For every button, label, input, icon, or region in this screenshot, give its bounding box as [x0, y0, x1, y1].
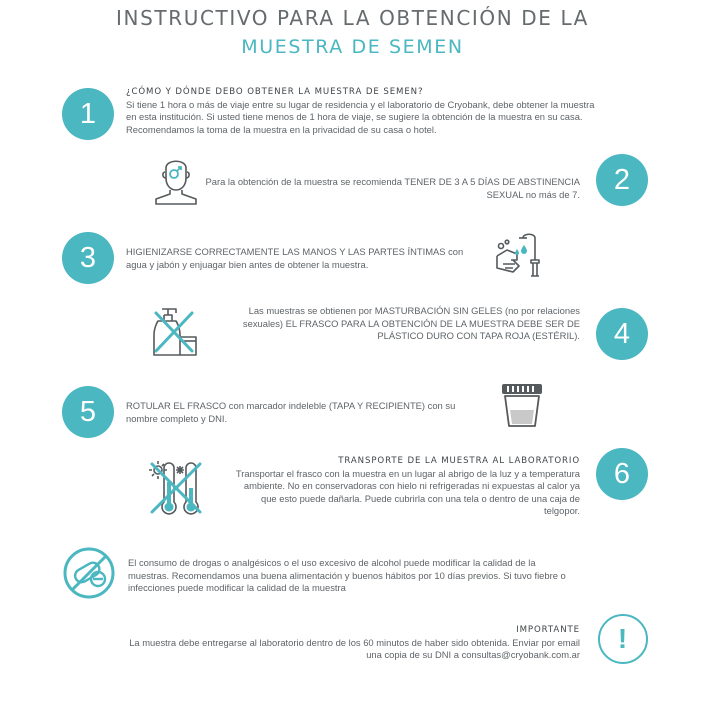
page-title-line1: INSTRUCTIVO PARA LA OBTENCIÓN DE LA: [116, 6, 589, 30]
important-text: [126, 624, 580, 662]
step-2-text: Para la obtención de la muestra se recomienda TENER DE 3 A 5 DÍAS DE ABSTINENCIA SEXUAL no más de 7.: [205, 176, 580, 200]
drugs-note-text: El consumo de drogas o analgésicos o el uso excesivo de alcohol puede modificar la calidad de la muestras. Recomendamos una buena alimentación y buenos hábitos por 10 días previos. Si tuvo fiebre o infecciones puede modificar la calidad de la muestra: [128, 557, 566, 594]
step-6-text: [226, 455, 580, 518]
step-6-body: Transportar el frasco con la muestra en un lugar al abrigo de la luz y a temperatura ambiente. No en conservadoras con hielo ni refrigeradas ni expuestas al calor ya que esto puede dañarla. Puede cubrirla con una tela o dentro de una caja de telgopor.: [235, 467, 580, 517]
exclamation-icon: !: [617, 622, 628, 654]
step-5-text: ROTULAR EL FRASCO con marcador indeleble (TAPA Y RECIPIENTE) con su nombre completo y DNI.: [126, 400, 456, 424]
step-1-badge: 1: [62, 88, 114, 140]
step-1-heading: ¿CÓMO Y DÓNDE DEBO OBTENER LA MUESTRA DE SEMEN?: [126, 87, 424, 97]
no-drugs-icon: [62, 546, 116, 600]
important-badge: [598, 614, 648, 664]
step-3-badge: 3: [62, 232, 114, 284]
step-4-text: Las muestras se obtienen por MASTURBACIÓN SIN GELES (no por relaciones sexuales) EL FRASCO PARA LA OBTENCIÓN DE LA MUESTRA DEBE SER DE PLÁSTICO DURO CON TAPA ROJA (ESTÉRIL).: [242, 305, 580, 342]
sample-cup-icon: [500, 382, 544, 428]
step-6-badge: 6: [596, 448, 648, 500]
no-gel-icon: [150, 305, 200, 357]
step-1-body: Si tiene 1 hora o más de viaje entre su lugar de residencia y el laboratorio de Cryobank, debe obtener la muestra en esta institución. Si usted tiene menos de 1 hora de viaje, se sugiere la obtención de la muestra en su casa. Recomendamos la toma de la muestra en la privacidad de su casa o hotel.: [126, 98, 595, 135]
no-temperature-icon: [146, 458, 206, 518]
step-4-badge: 4: [596, 308, 648, 360]
important-body: La muestra debe entregarse al laboratorio dentro de los 60 minutos de haber sido obtenida. Enviar por email una copia de su DNI a consultas@cryobank.com.ar: [129, 636, 580, 661]
step-2-badge: 2: [596, 154, 648, 206]
step-3-text: HIGIENIZARSE CORRECTAMENTE LAS MANOS Y LAS PARTES ÍNTIMAS con agua y jabón y enjuagar bien antes de obtener la muestra.: [126, 246, 464, 270]
male-person-icon: [152, 154, 200, 206]
step-5-badge: 5: [62, 386, 114, 438]
important-heading: IMPORTANTE: [516, 625, 580, 635]
page-title-line2: MUESTRA DE SEMEN: [241, 36, 464, 58]
step-1-text: [126, 86, 596, 136]
hand-washing-icon: [493, 230, 543, 278]
step-6-heading: TRANSPORTE DE LA MUESTRA AL LABORATORIO: [338, 456, 580, 466]
